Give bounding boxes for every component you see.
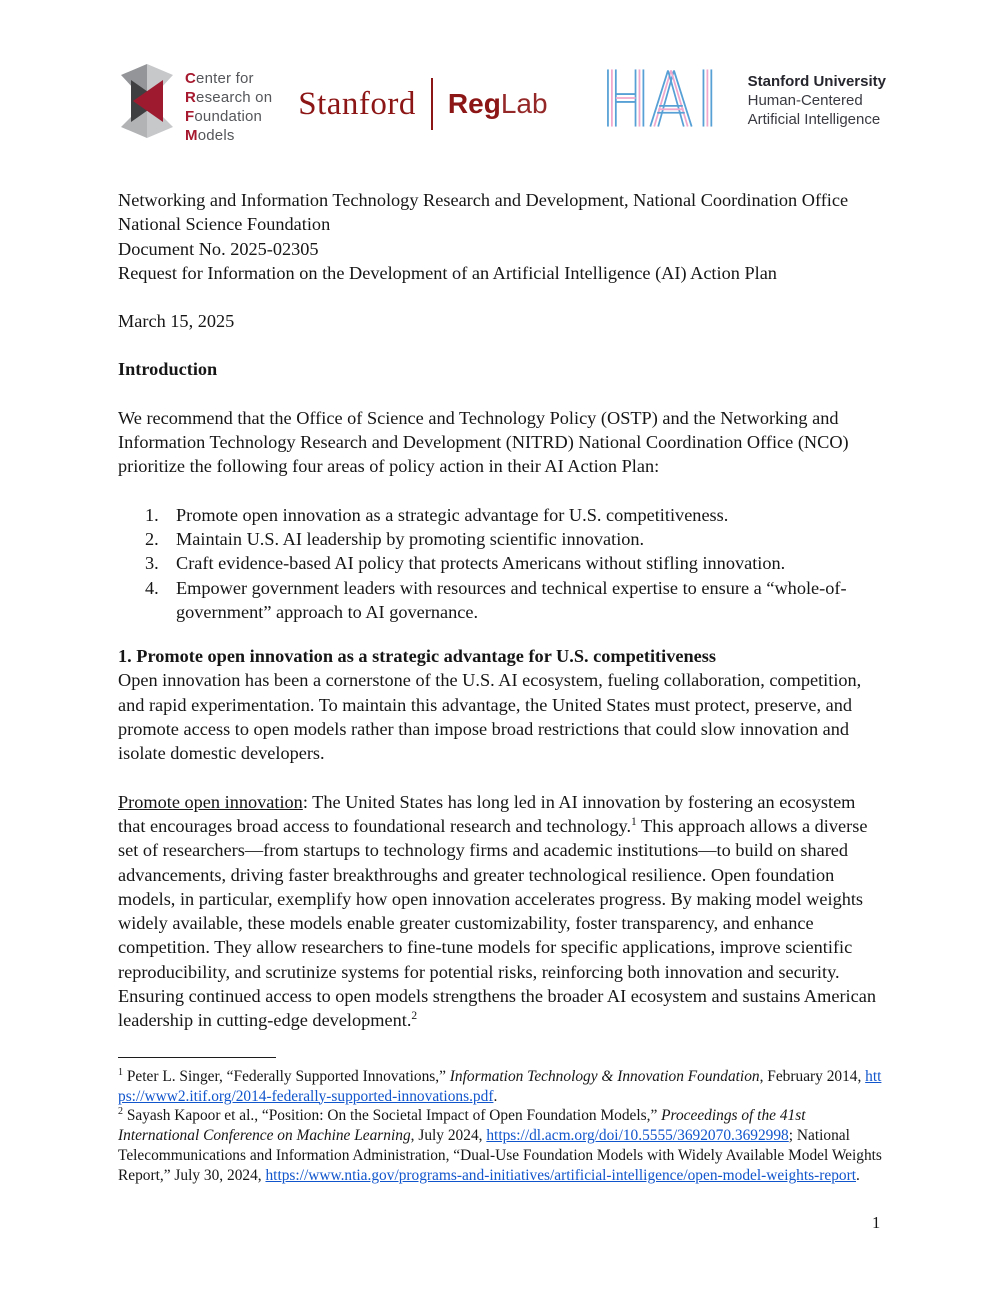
crfm-logo	[118, 62, 272, 145]
crfm-line: Research on	[185, 89, 273, 106]
recipient-line: National Science Foundation	[118, 214, 331, 235]
paragraph-text: : The United States has long led in AI innovation by fostering an ecosystem that encourages broad access to foundational research and technology.	[118, 791, 856, 836]
footnote-link[interactable]: https://dl.acm.org/doi/10.5555/3692070.3692998	[486, 1127, 789, 1145]
list-item-number: 2.	[145, 528, 159, 549]
page-number: 1	[872, 1213, 881, 1232]
hai-tagline-line: Human-Centered	[747, 92, 863, 109]
footnote-1	[118, 1067, 886, 1107]
footnote-text-segment: .	[856, 1167, 860, 1185]
crfm-line: Models	[185, 127, 235, 144]
list-item-text: Craft evidence-based AI policy that protects Americans without stifling innovation.	[176, 553, 786, 574]
footnote-content	[118, 1107, 882, 1184]
footnote-marker: 2	[118, 1106, 123, 1118]
stanford-wordmark: Stanford	[298, 85, 416, 122]
date: March 15, 2025	[118, 311, 235, 332]
document-number: Document No. 2025-02305	[118, 238, 319, 259]
intro-paragraph: We recommend that the Office of Science and Technology Policy (OSTP) and the Networking and Information Technology Research and Development (NITRD) National Coordination Office (NCO) prioritize the following four areas of policy action in their AI Action Plan:	[118, 407, 849, 477]
rfi-title: Request for Information on the Development of an Artificial Intelligence (AI) Action Plan	[118, 262, 777, 283]
crfm-line: Center for	[185, 70, 254, 87]
list-item-number: 1.	[145, 504, 159, 525]
footnote-text-segment: .	[493, 1087, 498, 1105]
document-body	[118, 188, 886, 1186]
footnote-ref-1: 1	[631, 815, 637, 828]
list-item	[118, 551, 886, 575]
introduction-heading: Introduction	[118, 359, 218, 380]
hai-logo	[605, 62, 886, 129]
list-item-text: Maintain U.S. AI leadership by promoting scientific innovation.	[176, 528, 645, 549]
footnote-text-segment: Sayash Kapoor et al., “Position: On the Societal Impact of Open Foundation Models,”	[123, 1107, 662, 1125]
list-item-number: 4.	[145, 577, 159, 598]
hai-tagline-line: Artificial Intelligence	[747, 111, 881, 128]
list-item-number: 3.	[145, 553, 159, 574]
recipient-line: Networking and Information Technology Research and Development, National Coordination Office	[118, 190, 849, 210]
footnote-text-segment: , July 2024,	[410, 1127, 487, 1145]
footnote-content	[118, 1068, 881, 1105]
section-1-heading: 1. Promote open innovation as a strategic advantage for U.S. competitiveness	[118, 646, 716, 667]
paragraph-text: This approach allows a diverse set of researchers—from startups to technology firms and academic institutions—to build on shared advancements, driving faster breakthroughs and greater technological resilience. Open foundation models, in particular, exemplify how open innovation accelerates progress. By making model weights widely available, these models enable greater customizability, foster transparency, and enhance competition. They allow researchers to fine-tune models for specific applications, improve scientific reproducibility, and scrutinize systems for potential risks, reinforcing both innovation and security. Ensuring continued access to open models strengthens the broader AI ecosystem and sustains American leadership in cutting-edge development.	[118, 815, 876, 1031]
paragraph-lead-underlined: Promote open innovation	[118, 791, 303, 812]
reglab-wordmark: RegLab	[447, 88, 548, 119]
footnote-marker: 1	[118, 1066, 123, 1078]
footnote-link[interactable]: https://www2.itif.org/2014-federally-supported-innovations.pdf	[118, 1067, 882, 1105]
footnote-ref-2: 2	[411, 1010, 418, 1023]
crfm-logo-text	[185, 62, 272, 145]
footnotes	[118, 1067, 886, 1186]
footnote-text-segment: , February 2014,	[759, 1067, 866, 1085]
crfm-line: Foundation	[185, 108, 263, 125]
recommendation-list	[118, 503, 886, 624]
footnote-text-segment: Information Technology & Innovation Foundation	[449, 1067, 760, 1085]
footnote-text-segment: ; National Telecommunications and Information Administration, “Dual-Use Foundation Models with Widely Available Model Weights Report,” July 30, 2024,	[118, 1127, 882, 1185]
logo-divider	[431, 78, 433, 130]
promote-open-innovation-paragraph	[118, 790, 886, 1033]
list-item	[118, 576, 886, 625]
stanford-reglab-logo	[298, 62, 547, 130]
list-item	[118, 503, 886, 527]
hai-letters-icon	[605, 68, 733, 128]
footnote-2	[118, 1106, 886, 1186]
hai-org-name: Stanford University	[747, 73, 886, 90]
list-item-text: Promote open innovation as a strategic advantage for U.S. competitiveness.	[176, 504, 729, 525]
footnote-text-segment: Proceedings of the 41st International Conference on Machine Learning	[118, 1107, 806, 1145]
address-block	[118, 188, 886, 285]
footnote-text-segment: Peter L. Singer, “Federally Supported Innovations,”	[123, 1067, 450, 1085]
footnote-link[interactable]: https://www.ntia.gov/programs-and-initiatives/artificial-intelligence/open-model-weights-report	[265, 1167, 857, 1185]
list-item-text: Empower government leaders with resources and technical expertise to ensure a “whole-of-government” approach to AI governance.	[176, 577, 847, 622]
crfm-hourglass-icon	[118, 62, 176, 140]
footnote-separator	[118, 1057, 276, 1058]
list-item	[118, 527, 886, 551]
logo-row	[118, 62, 886, 160]
section-1-paragraph: Open innovation has been a cornerstone of the U.S. AI ecosystem, fueling collaboration, competition, and rapid experimentation. To maintain this advantage, the United States must protect, preserve, and promote access to open models rather than impose broad restrictions that could slow innovation and isolate domestic developers.	[118, 670, 862, 764]
hai-logo-text	[748, 68, 886, 129]
